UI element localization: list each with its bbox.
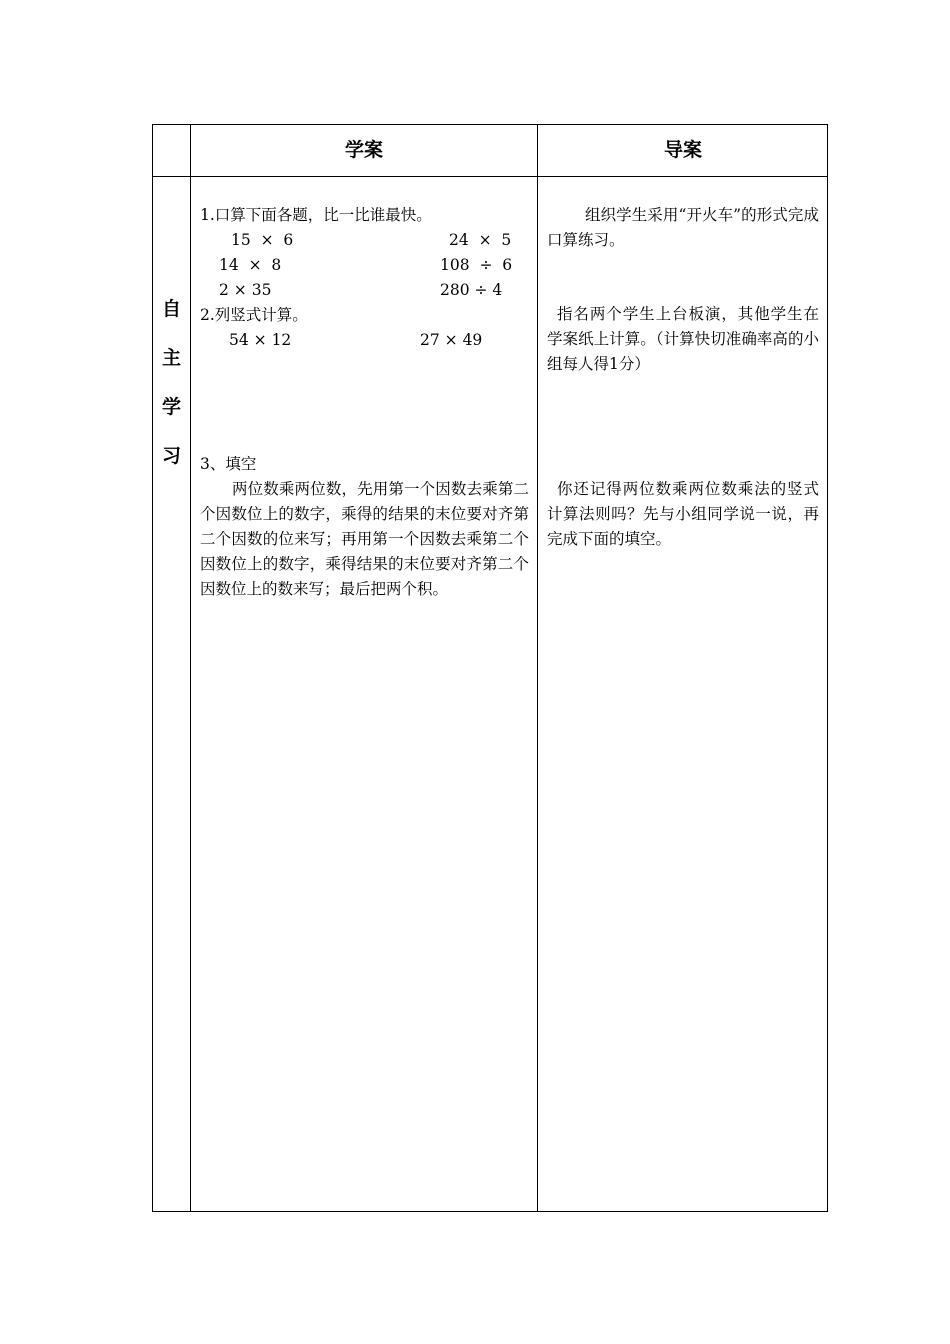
vertical-calc-problem: 27 × 49 bbox=[420, 331, 483, 349]
oral-problem: 2 × 35 bbox=[219, 281, 272, 299]
section-label-self-study bbox=[153, 285, 190, 481]
guide-note-rule: 你还记得两位数乘两位数乘法的竖式计算法则吗？先与小组同学说一说，再完成下面的填空。 bbox=[547, 480, 819, 548]
vertical-calc-problem: 54 × 12 bbox=[229, 331, 292, 349]
section-char: 自 bbox=[161, 298, 181, 320]
question-1-title: 1.口算下面各题，比一比谁最快。 bbox=[200, 206, 432, 224]
header-divider bbox=[153, 176, 827, 177]
column-divider bbox=[190, 125, 191, 1211]
oral-problem: 14 × 8 bbox=[219, 256, 282, 274]
fill-in-blank-text: 两位数乘两位数，先用第一个因数去乘第二个因数位上的数字，乘得的结果的末位要对齐第二个因数的位来写；再用第一个因数去乘第二个因数位上的数字，乘得结果的末位要对齐第二个因数位上的数来写；最后把两个积。 bbox=[200, 480, 529, 598]
teacher-guide-header: 导案 bbox=[663, 139, 702, 161]
lesson-plan-table bbox=[152, 124, 828, 1212]
student-plan-header: 学案 bbox=[344, 139, 383, 161]
section-char: 学 bbox=[161, 396, 181, 418]
oral-problem: 108 ÷ 6 bbox=[440, 256, 513, 274]
question-2-title: 2.列竖式计算。 bbox=[200, 306, 308, 324]
oral-problem: 280 ÷ 4 bbox=[440, 281, 503, 299]
column-divider bbox=[537, 125, 538, 1211]
oral-problem: 24 × 5 bbox=[449, 231, 512, 249]
guide-note-board: 指名两个学生上台板演，其他学生在学案纸上计算。（计算快切准确率高的小组每人得1分） bbox=[547, 305, 819, 373]
section-char: 主 bbox=[161, 347, 181, 369]
question-3-title: 3、填空 bbox=[200, 455, 257, 473]
section-char: 习 bbox=[161, 445, 181, 467]
oral-problem: 15 × 6 bbox=[231, 231, 294, 249]
guide-note-oral: 组织学生采用“开火车”的形式完成口算练习。 bbox=[547, 206, 819, 249]
